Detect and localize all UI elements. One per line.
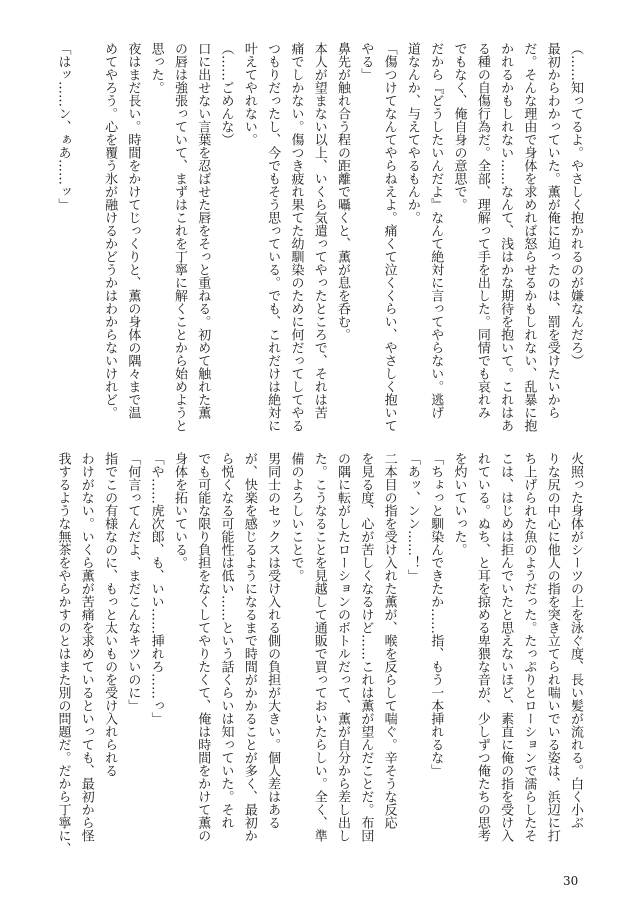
text-line: かれるかもしれない……なんて、浅はかな期待を抱いて。これはあ [498,42,514,432]
text-line: 身体を拓いている。 [171,452,187,569]
text-line: だから『どうしたいんだよ』なんて絶対に言ってやらない。逃げ [428,42,444,419]
text-line: 口に出せない言葉を忍ばせた唇をそっと重ねる。初めて触れた薫 [195,42,211,419]
text-line [74,42,97,412]
lower-text-block [55,452,587,855]
text-line: やる」 [358,42,374,81]
text-line: 痛でしかない。傷つき疲れ果てた幼馴染のために何だってしてやる [288,42,304,432]
text-line: だ。そんな理由で身体を求めれば怒らせるかもしれない、乱暴に抱 [521,42,537,432]
upper-text-block [55,42,587,432]
text-line: が、快楽を感じるようになるまで時間がかかることが多く、最初か [241,452,257,842]
text-line: 思った。 [148,42,164,94]
text-line: こは、はじめは拒んでいたと思えないほど、素直に俺の指を受け入 [498,452,514,842]
text-line: 叶えてやれない。 [241,42,257,146]
text-line: 我するような無茶をやらかすのとはまた別の問題だ。だから丁寧に、 [55,452,71,855]
text-line: でも可能な限り負担をなくしてやりたくて、俺は時間をかけて薫の [195,452,211,842]
text-line: 「や……虎次郎、も、いい……挿れろ……っ」 [148,452,164,725]
page-number: 30 [563,874,579,888]
text-line: 男同士のセックスは受け入れる側の負担が大きい。個人差はある [265,452,281,829]
text-line: めてやろう。心を覆う氷が融けるかどうかはわからないけれど。 [102,42,118,419]
text-line: た。こうなることを見越して通販で買っておいたらしい。全く、準 [311,452,327,842]
text-line: を見る度、心が苦しくなるけど……これは薫が望んだことだ。布団 [358,452,374,842]
text-line: れている。ぬち、と耳を掠める卑猥な音が、少しずつ俺たちの思考 [474,452,490,842]
text-line: 本人が望まない以上、いくら気遣ってやったところで、それは苦 [311,42,327,419]
text-line: 道なんか、与えてやるもんか。 [404,42,420,224]
text-line: りな尻の中心に他人の指を突き立てられ喘いでいる姿は、浜辺に打 [544,452,560,842]
text-line: ち上げられた魚のようだった。たっぷりとローションで濡らしたそ [521,452,537,842]
text-line: 火照った身体がシーツの上を泳ぐ度、長い髪が流れる。白く小ぶ [568,452,583,829]
text-line: ら悦くなる可能性は低い……という話くらいは知っていた。それ [218,452,234,829]
text-line: わけがない。いくら薫が苦痛を求めているといっても、最初から怪 [78,452,94,842]
text-line: 「はッ……ン、ぁあ……ッ」 [55,42,71,211]
text-line: を灼いていった。 [451,452,467,556]
text-line: （……知ってるよ。やさしく抱かれるのが嫌なんだろ） [568,42,583,367]
text-line: 鼻先が触れ合う程の距離で囁くと、薫が息を呑む。 [335,42,351,341]
text-line: （……ごめんな） [218,42,234,146]
text-line: 指でこの有様なのに、もっと太いものを受け入れられる [102,452,118,777]
text-line: でもなく、俺自身の意思で。 [451,42,467,211]
text-line: の隅に転がしたローションのボトルだって、薫が自分から差し出し [335,452,351,842]
text-line: 備のよろしいことで。 [288,452,304,582]
text-line: る種の自傷行為だ。全部、理解って手を出した。同情でも哀れみ [474,42,490,419]
text-line: つもりだったし、今でもそう思っている。でも、これだけは絶対に [265,42,281,432]
text-line: 「あッ、ンン……！」 [404,452,420,582]
text-line: 「ちょっと馴染んできたか……指、もう一本挿れるな」 [428,452,444,777]
text-line: 最初からわかっていた。薫が俺に迫ったのは、罰を受けたいから [544,42,560,419]
text-line: 二本目の指を受け入れた薫が、喉を反らして喘ぐ。辛そうな反応 [381,452,397,829]
text-line: 「傷つけてなんてやらねえよ。痛くて泣くくらい、やさしく抱いて [381,42,397,432]
text-line: の唇は強張っていて、まずはこれを丁寧に解くことから始めようと [171,42,187,432]
text-line: 夜はまだ長い。時間をかけてじっくりと、薫の身体の隅々まで温 [125,42,141,419]
text-line: 「何言ってんだよ、まだこんなキツいのに」 [125,452,141,712]
